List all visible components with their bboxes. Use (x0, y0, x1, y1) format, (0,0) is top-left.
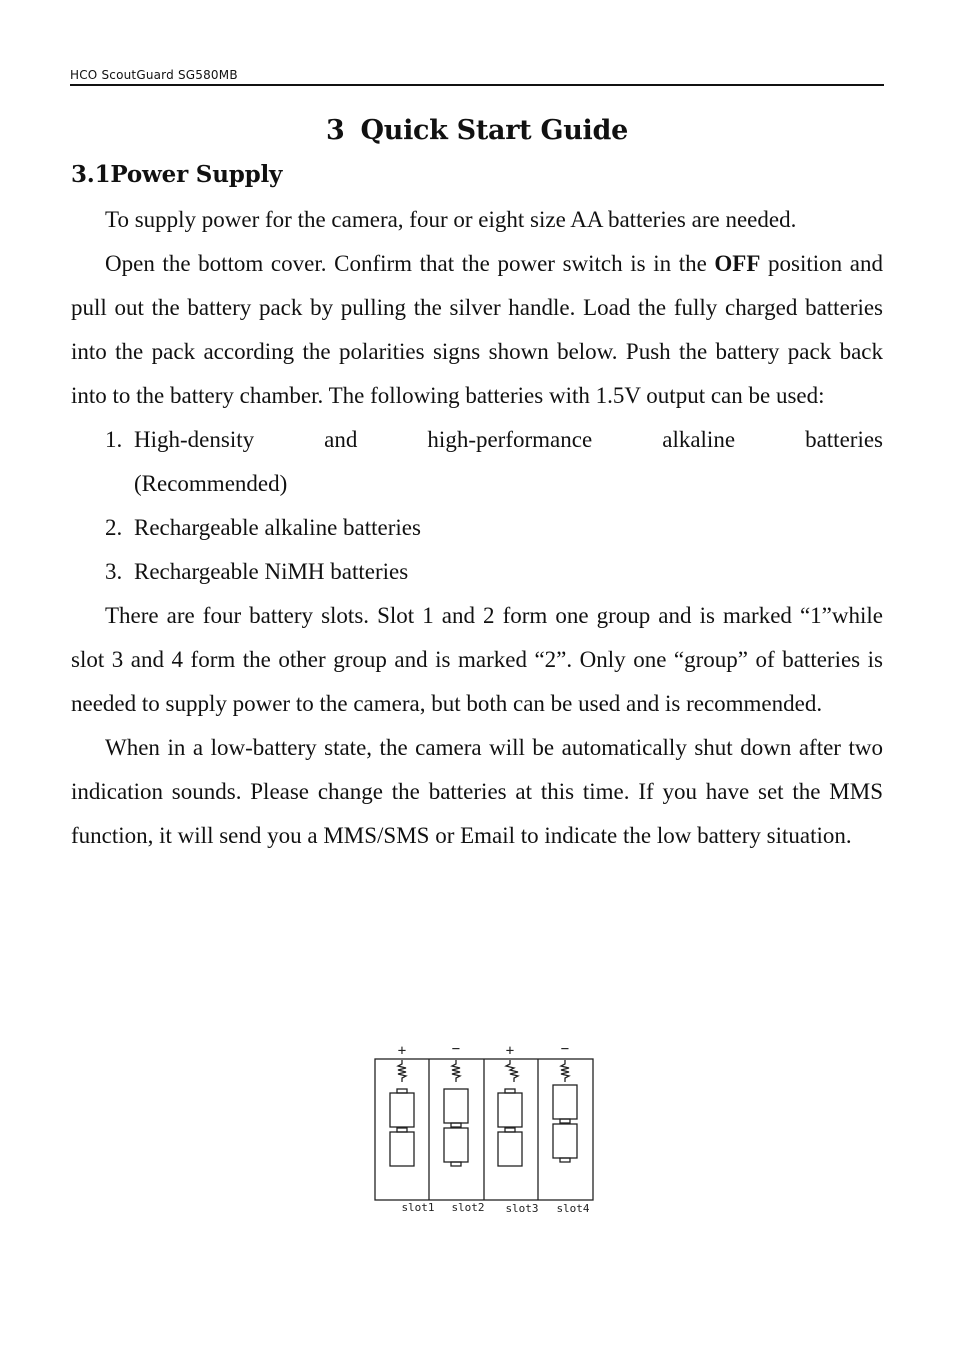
polarity-label: + (397, 1043, 407, 1059)
battery-pack-diagram (368, 1040, 600, 1220)
list-text: Rechargeable NiMH batteries (134, 559, 409, 584)
instructions-text-a: Open the bottom cover. Confirm that the power switch is in the (105, 251, 715, 276)
polarity-label: + (505, 1043, 515, 1059)
chapter-number: 3 (326, 115, 345, 146)
slot-label: slot1 (401, 1201, 435, 1214)
paragraph-low-battery: When in a low-battery state, the camera will be automatically shut down after two indication sounds. Please change the batteries at this time. If you have set the MMS function, it will send you a MMS/SMS or Email to indicate the low battery situation. (71, 735, 883, 848)
paragraph-slots: There are four battery slots. Slot 1 and 2 form one group and is marked “1”while slot 3 and 4 form the other group and is marked “2”. Only one “group” of batteries is needed to supply power to the camera, but both can be used and is recommended. (71, 603, 883, 716)
page-header (70, 68, 884, 86)
slot-3-cells (498, 1060, 522, 1166)
polarity-label: − (451, 1041, 461, 1057)
list-text: (Recommended) (134, 471, 288, 496)
slot-1-cells (390, 1060, 414, 1166)
list-item (71, 506, 883, 550)
list-item (71, 550, 883, 594)
page-content (71, 108, 883, 858)
list-number: 1. (105, 427, 123, 452)
chapter-title (71, 108, 883, 154)
header-text: HCO ScoutGuard SG580MB (70, 68, 238, 82)
slot-label: slot2 (451, 1201, 485, 1214)
paragraph-instructions (71, 242, 883, 418)
instructions-text-b: position and pull out the battery pack by pulling the silver handle. Load the fully charged batteries into the pack according the polarities signs shown below. Push the battery pack back into to the battery chamber. The following batteries with 1.5V output can be used: (71, 251, 883, 408)
slot-label: slot3 (505, 1202, 539, 1215)
list-number: 2. (105, 515, 123, 540)
slot-2-cells (444, 1060, 468, 1166)
paragraph-intro: To supply power for the camera, four or eight size AA batteries are needed. (105, 207, 797, 232)
section-heading: 3.1Power Supply (71, 161, 283, 188)
slot-label: slot4 (556, 1202, 590, 1215)
battery-type-list (71, 418, 883, 594)
off-keyword: OFF (714, 251, 761, 276)
list-number: 3. (105, 559, 123, 584)
polarity-label: − (560, 1041, 570, 1057)
chapter-title-text: Quick Start Guide (360, 115, 628, 146)
list-item-continuation (71, 462, 883, 506)
slot-4-cells (553, 1060, 577, 1162)
list-text: High-density and high-performance alkaline batteries (134, 427, 883, 452)
list-item (71, 418, 883, 462)
list-text: Rechargeable alkaline batteries (134, 515, 421, 540)
